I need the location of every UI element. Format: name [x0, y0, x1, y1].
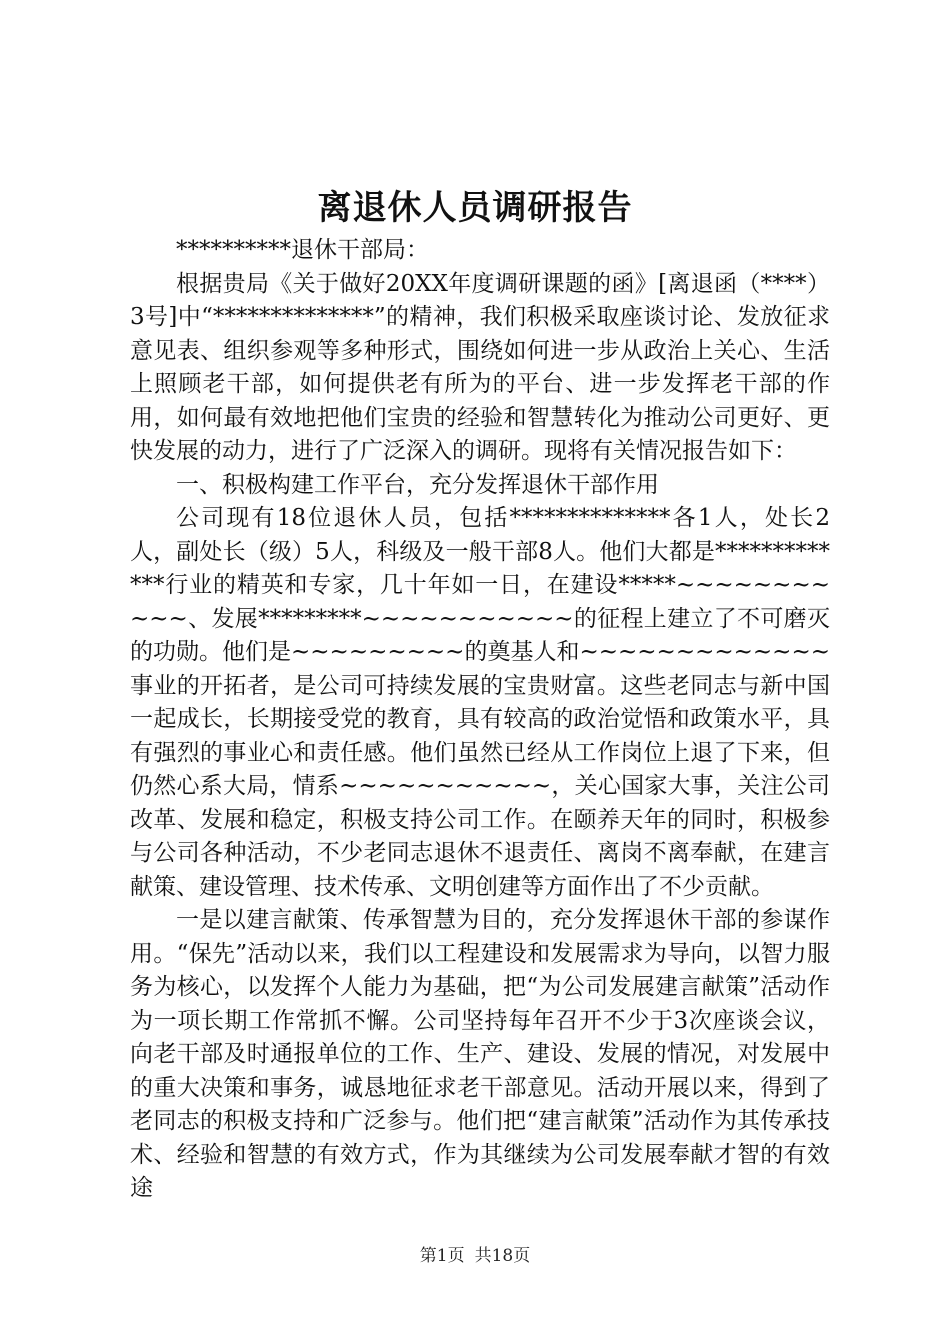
body-paragraph: 公司现有18位退休人员，包括**************各1人，处长2人，副处长（级）5人，科级及一般干部8人。他们大都是*************行业的精英和专家，几十年如一日，在建设*****~~~~~~~~~~~、发展*********~~~~~~~~~~~的征程上建立了不可磨灭的功勋。他们是~~~~~~~~~的奠基人和~~~~~~~~~~~~~事业的开拓者，是公司可持续发展的宝贵财富。这些老同志与新中国一起成长，长期接受党的教育，具有较高的政治觉悟和政策水平，具有强烈的事业心和责任感。他们虽然已经从工作岗位上退了下来，但仍然心系大局，情系~~~~~~~~~~~，关心国家大事，关注公司改革、发展和稳定，积极支持公司工作。在颐养天年的同时，积极参与公司各种活动，不少老同志退休不退责任、离岗不离奉献，在建言献策、建设管理、技术传承、文明创建等方面作出了不少贡献。 — [130, 505, 830, 900]
page-number: 第1页 — [419, 1246, 465, 1266]
page-total: 共18页 — [474, 1246, 531, 1266]
page-footer — [0, 1244, 950, 1268]
intro-paragraph: 根据贵局《关于做好20XX年度调研课题的函》[离退函（****）3号]中“**************”的精神，我们积极采取座谈讨论、发放征求意见表、组织参观等多种形式，围绕如何进一步从政治上关心、生活上照顾老干部，如何提供老有所为的平台、进一步发挥老干部的作用，如何最有效地把他们宝贵的经验和智慧转化为推动公司更好、更快发展的动力，进行了广泛深入的调研。现将有关情况报告如下： — [130, 270, 830, 464]
section-heading: 一、积极构建工作平台，充分发挥退休干部作用 — [176, 471, 659, 498]
document-title: 离退休人员调研报告 — [317, 188, 633, 228]
document-body — [130, 234, 830, 1206]
salutation-paragraph: **********退休干部局： — [176, 237, 429, 263]
body-paragraph: 一是以建言献策、传承智慧为目的，充分发挥退休干部的参谋作用。“保先”活动以来，我们以工程建设和发展需求为导向，以智力服务为核心，以发挥个人能力为基础，把“为公司发展建言献策”活动作为一项长期工作常抓不懈。公司坚持每年召开不少于3次座谈会议，向老干部及时通报单位的工作、生产、建设、发展的情况，对发展中的重大决策和事务，诚恳地征求老干部意见。活动开展以来，得到了老同志的积极支持和广泛参与。他们把“建言献策”活动作为其传承技术、经验和智慧的有效方式，作为其继续为公司发展奉献才智的有效途 — [130, 907, 830, 1201]
